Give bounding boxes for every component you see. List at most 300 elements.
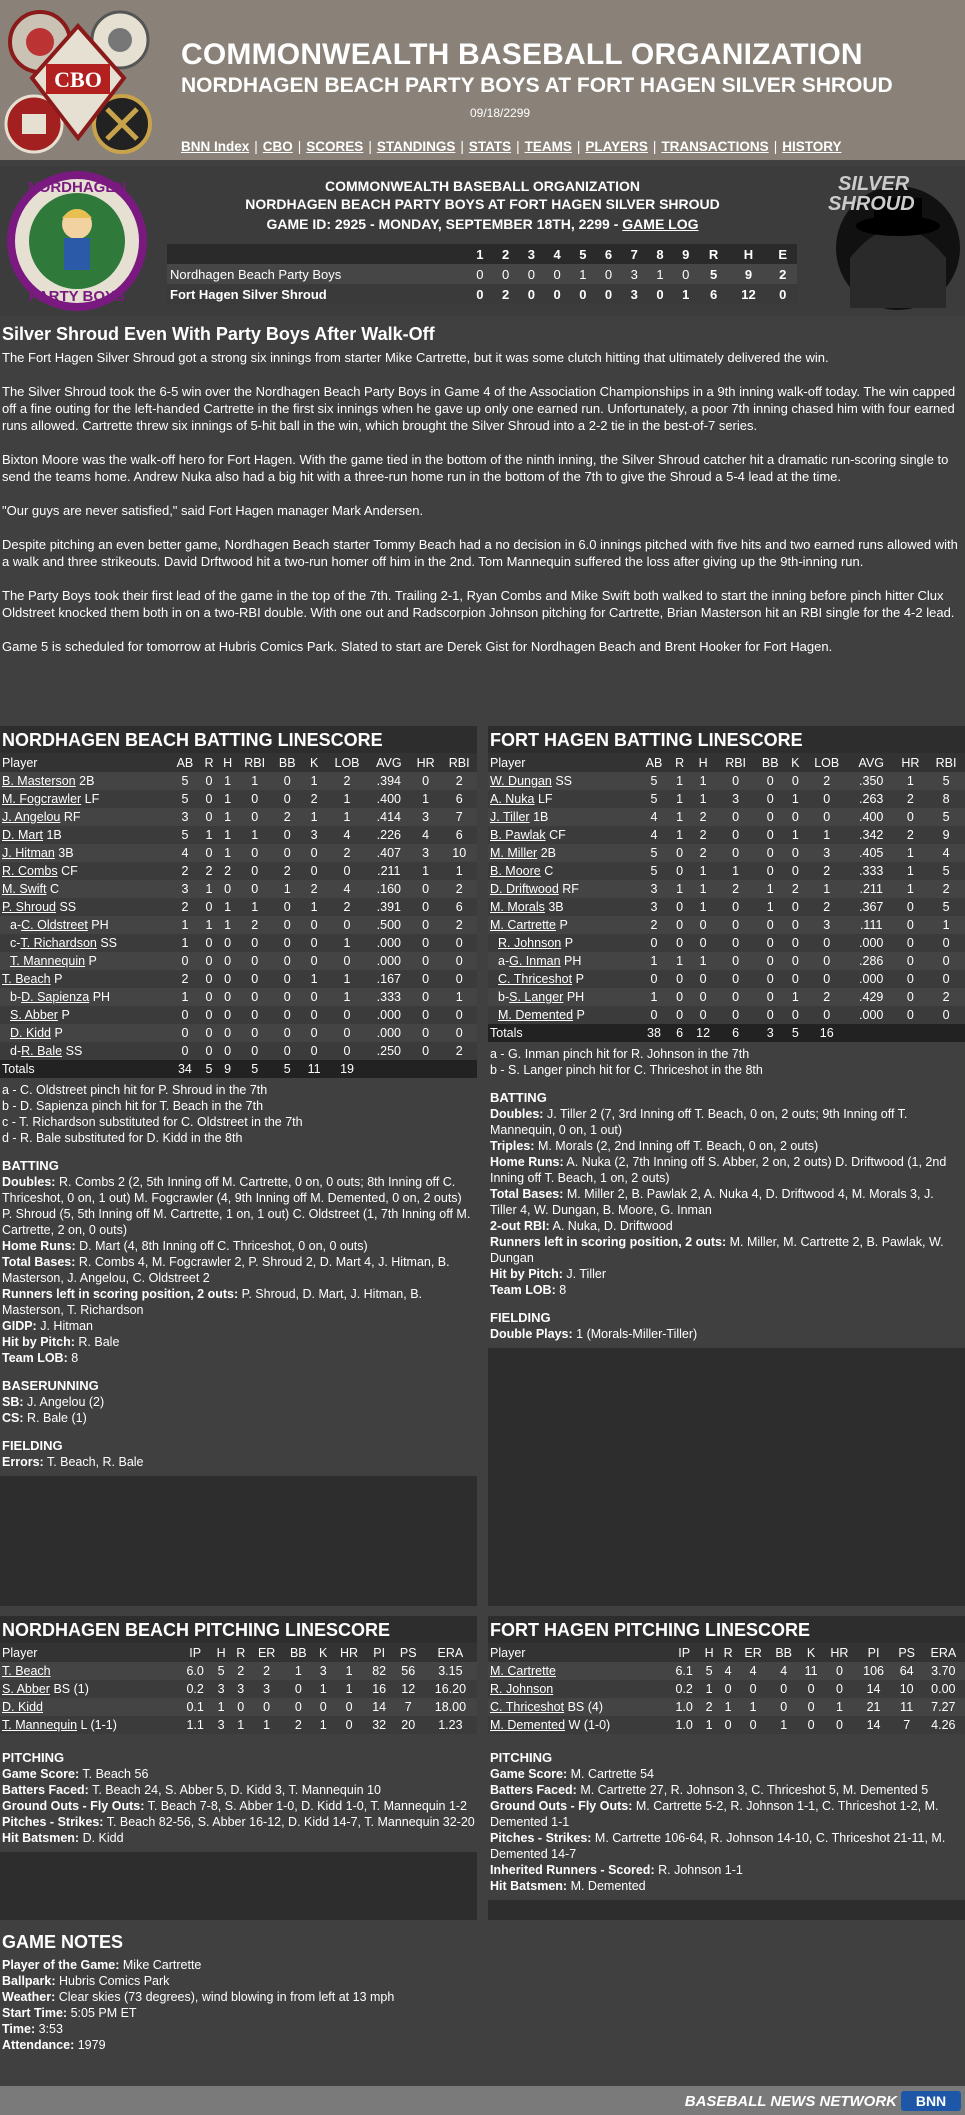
stat-cell: 2 xyxy=(170,898,200,916)
stat-cell: 1 xyxy=(332,1662,365,1680)
column-header: R xyxy=(670,753,690,772)
totals-empty xyxy=(368,1060,410,1078)
player-link[interactable]: M. Morals xyxy=(490,900,545,914)
stat-cell: 0 xyxy=(755,772,786,790)
fh-batting-title: FORT HAGEN BATTING LINESCORE xyxy=(488,726,965,753)
stat-cell: 4 xyxy=(638,808,669,826)
stat-cell: 0 xyxy=(717,952,755,970)
player-link[interactable]: R. Bale xyxy=(21,1044,63,1058)
column-header: HR xyxy=(332,1643,365,1662)
pitcher-link[interactable]: M. Cartrette xyxy=(490,1664,556,1678)
recap-headline: Silver Shroud Even With Party Boys After Walk-Off xyxy=(2,324,435,344)
game-id-text: GAME ID: 2925 - MONDAY, SEPTEMBER 18TH, 2299 - xyxy=(266,216,623,232)
batting-stat-line xyxy=(2,1318,475,1334)
nav-separator: | xyxy=(652,139,657,154)
stat-cell: 0 xyxy=(170,1006,200,1024)
stat-cell: 0 xyxy=(272,916,302,934)
scoreboard xyxy=(0,166,965,316)
stat-cell: 3 xyxy=(251,1680,283,1698)
player-link[interactable]: T. Mannequin xyxy=(10,954,86,968)
stat-cell: .160 xyxy=(368,880,410,898)
player-link[interactable]: R. Johnson xyxy=(498,936,562,950)
stat-cell: 1 xyxy=(237,826,273,844)
substitution-note: c - T. Richardson substituted for C. Oldstreet in the 7th xyxy=(2,1115,303,1129)
stat-cell: 1.23 xyxy=(424,1716,477,1734)
stat-cell: 1 xyxy=(717,862,755,880)
stat-cell: 3.15 xyxy=(424,1662,477,1680)
stat-cell: 0 xyxy=(717,772,755,790)
player-link[interactable]: M. Fogcrawler xyxy=(2,792,82,806)
player-link[interactable]: T. Beach xyxy=(2,972,51,986)
stat-cell: 0 xyxy=(251,1698,283,1716)
nav-link[interactable]: HISTORY xyxy=(782,139,842,154)
recap-paragraph: Game 5 is scheduled for tomorrow at Hubris Comics Park. Slated to start are Derek Gist for Nordhagen Beach and Brent Hooker for Fort Hagen. xyxy=(2,639,833,654)
player-link[interactable]: D. Mart xyxy=(2,828,43,842)
linescore-inning: 0 xyxy=(467,284,493,304)
player-link[interactable]: M. Demented xyxy=(498,1008,574,1022)
stat-cell: 14 xyxy=(855,1716,891,1734)
nav-link[interactable]: TEAMS xyxy=(524,139,572,154)
pitching-stat-line xyxy=(490,1798,963,1830)
column-header: RBI xyxy=(237,753,273,772)
site-header xyxy=(0,0,965,160)
stat-cell: 0 xyxy=(237,1042,273,1060)
player-cell xyxy=(488,790,638,808)
stat-cell: 5 xyxy=(638,772,669,790)
column-header: K xyxy=(786,753,805,772)
baserunning-stat-value: J. Angelou (2) xyxy=(27,1395,105,1409)
player-position: CF xyxy=(549,828,566,842)
column-header: ER xyxy=(738,1643,769,1662)
player-cell xyxy=(488,808,638,826)
linescore-inning: 0 xyxy=(570,284,596,304)
pitching-stat-line xyxy=(2,1766,475,1782)
svg-text:SHROUD: SHROUD xyxy=(828,193,915,215)
linescore-inning: 0 xyxy=(544,284,570,304)
column-header: BB xyxy=(272,753,302,772)
pitching-heading: PITCHING xyxy=(490,1750,553,1765)
linescore-inning: 0 xyxy=(673,264,699,284)
stat-cell: 0 xyxy=(326,1006,367,1024)
stat-cell: 5 xyxy=(638,844,669,862)
stat-cell: 0 xyxy=(799,1716,824,1734)
table-row xyxy=(0,1698,477,1716)
batting-stat-line xyxy=(490,1218,963,1234)
stat-cell: 0 xyxy=(769,1698,799,1716)
stat-cell: 4 xyxy=(719,1662,738,1680)
column-header: AB xyxy=(638,753,669,772)
pitcher-link[interactable]: S. Abber xyxy=(2,1682,50,1696)
pitcher-link[interactable]: R. Johnson xyxy=(490,1682,554,1696)
batting-stat-value: R. Combs 2 (2, 5th Inning off M. Cartrette, 0 on, 0 outs; 8th Inning off C. Thriceshot, 0 on, 1 out) M. Fogcrawler (4, 9th Inning off M. Demented, 0 on, 2 outs) P. Shroud (5, 5th Inning off M. Cartrette, 1 on, 1 out) C. Oldstreet (1, 7th Inning off M. Cartrette, 2 on, 0 outs) xyxy=(2,1175,471,1237)
stat-cell: 0 xyxy=(200,970,219,988)
linescore-col-header: H xyxy=(729,244,769,264)
stat-cell: 0 xyxy=(326,1042,367,1060)
sub-indicator: b- xyxy=(498,990,510,1004)
pitching-stat-line xyxy=(2,1798,475,1814)
stat-cell: 0 xyxy=(200,790,219,808)
stat-cell: 1 xyxy=(218,844,237,862)
stat-cell: 5 xyxy=(170,790,200,808)
nb-batting-title: NORDHAGEN BEACH BATTING LINESCORE xyxy=(0,726,477,753)
stat-cell: 1 xyxy=(170,916,200,934)
player-link[interactable]: C. Oldstreet xyxy=(21,918,88,932)
game-note-label: Weather: xyxy=(2,1990,56,2004)
totals-cell: 12 xyxy=(690,1024,717,1042)
pitcher-decision: BS (1) xyxy=(53,1682,89,1696)
batting-stat-label: Home Runs: xyxy=(2,1239,76,1253)
column-header: HR xyxy=(823,1643,855,1662)
svg-text:PARTY BOYS: PARTY BOYS xyxy=(28,288,126,305)
table-row xyxy=(488,826,965,844)
stat-cell: 0 xyxy=(237,934,273,952)
stat-cell: 0 xyxy=(786,862,805,880)
column-header: H xyxy=(690,753,717,772)
stat-cell: .286 xyxy=(849,952,894,970)
stat-cell: 0 xyxy=(717,844,755,862)
table-header-row xyxy=(0,1643,477,1662)
linescore-inning: 0 xyxy=(647,284,673,304)
nav-separator: | xyxy=(773,139,778,154)
game-note-label: Time: xyxy=(2,2022,36,2036)
player-position: SS xyxy=(100,936,118,950)
linescore-col-header: 3 xyxy=(518,244,544,264)
pitching-stat-line xyxy=(2,1814,475,1830)
player-cell xyxy=(0,934,170,952)
stat-cell: 0 xyxy=(670,862,690,880)
stat-cell: 1.0 xyxy=(669,1698,700,1716)
bnn-logo-icon[interactable]: BNN xyxy=(901,2091,961,2111)
stat-cell: 1 xyxy=(823,1698,855,1716)
player-cell xyxy=(0,790,170,808)
player-link[interactable]: J. Tiller xyxy=(490,810,530,824)
stat-cell: 0 xyxy=(786,916,805,934)
stat-cell: 0 xyxy=(717,916,755,934)
table-row xyxy=(0,880,477,898)
stat-cell: 2 xyxy=(894,790,928,808)
stat-cell: 1 xyxy=(326,808,367,826)
stat-cell: 0 xyxy=(670,1006,690,1024)
stat-cell: 0 xyxy=(410,1042,442,1060)
sub-indicator xyxy=(2,1026,10,1040)
linescore-team[interactable]: Nordhagen Beach Party Boys xyxy=(167,264,467,284)
pitching-stat-label: Pitches - Strikes: xyxy=(490,1831,592,1845)
stat-cell: 2 xyxy=(805,862,849,880)
nav-link[interactable]: STATS xyxy=(468,139,512,154)
stat-cell: 2 xyxy=(805,898,849,916)
column-header: PI xyxy=(855,1643,891,1662)
column-header: PS xyxy=(892,1643,922,1662)
stat-cell: 1 xyxy=(283,1662,314,1680)
stat-cell: 1 xyxy=(211,1698,231,1716)
stat-cell: 0 xyxy=(719,1716,738,1734)
fh-pitching-table xyxy=(488,1643,965,1734)
player-position: P xyxy=(576,1008,585,1022)
nb-pitching-details xyxy=(0,1734,477,1852)
nav-link[interactable]: SCORES xyxy=(306,139,364,154)
nb-batting-section xyxy=(0,726,477,1606)
stat-cell: 0 xyxy=(302,1042,326,1060)
game-note-line xyxy=(2,1957,963,1973)
stat-cell: 0 xyxy=(894,970,928,988)
stat-cell: .405 xyxy=(849,844,894,862)
stat-cell: 0 xyxy=(805,790,849,808)
player-position: PH xyxy=(566,990,585,1004)
player-link[interactable]: D. Sapienza xyxy=(21,990,90,1004)
stat-cell: 0 xyxy=(717,1006,755,1024)
stat-cell: 64 xyxy=(892,1662,922,1680)
batting-stat-line xyxy=(490,1282,963,1298)
column-header: AVG xyxy=(368,753,410,772)
player-cell xyxy=(0,952,170,970)
stat-cell: .400 xyxy=(368,790,410,808)
column-header: K xyxy=(799,1643,824,1662)
player-link[interactable]: D. Kidd xyxy=(10,1026,51,1040)
linescore-row xyxy=(167,264,797,284)
game-note-label: Attendance: xyxy=(2,2038,75,2052)
player-link[interactable]: A. Nuka xyxy=(490,792,535,806)
totals-cell: 9 xyxy=(218,1060,237,1078)
pitching-stat-value: M. Cartrette 106-64, R. Johnson 14-10, C. Thriceshot 21-11, M. Demented 14-7 xyxy=(490,1831,946,1861)
pitcher-decision: W (1-0) xyxy=(568,1718,611,1732)
stat-cell: 1 xyxy=(218,790,237,808)
pitching-stat-label: Hit Batsmen: xyxy=(490,1879,568,1893)
player-link[interactable]: G. Inman xyxy=(509,954,561,968)
stat-cell: 0 xyxy=(894,808,928,826)
stat-cell: 1 xyxy=(927,916,965,934)
pitching-stat-line xyxy=(490,1878,963,1894)
stat-cell: 1 xyxy=(690,898,717,916)
stat-cell: .500 xyxy=(368,916,410,934)
player-position: P xyxy=(61,1008,70,1022)
nav-link[interactable]: PLAYERS xyxy=(585,139,648,154)
batting-stat-line xyxy=(2,1286,475,1318)
stat-cell: 1 xyxy=(894,880,928,898)
player-link[interactable]: R. Combs xyxy=(2,864,58,878)
player-position: C xyxy=(544,864,554,878)
nav-separator: | xyxy=(368,139,372,154)
player-link[interactable]: J. Angelou xyxy=(2,810,61,824)
table-header-row xyxy=(488,1643,965,1662)
stat-cell: 2 xyxy=(927,880,965,898)
stat-cell: 0 xyxy=(805,934,849,952)
stat-cell: 1 xyxy=(894,772,928,790)
player-link[interactable]: M. Cartrette xyxy=(490,918,556,932)
column-header: BB xyxy=(283,1643,314,1662)
batting-stat-value: A. Nuka (2, 7th Inning off S. Abber, 2 on, 2 outs) D. Driftwood (1, 2nd Inning off T. Beach, 1 on, 2 outs) xyxy=(490,1155,947,1185)
stat-cell: 1 xyxy=(302,808,326,826)
cbo-logo-icon[interactable] xyxy=(2,8,154,154)
pitcher-link[interactable]: M. Demented xyxy=(490,1718,566,1732)
player-link[interactable]: W. Dungan xyxy=(490,774,552,788)
pitching-stat-line xyxy=(490,1862,963,1878)
stat-cell: 1 xyxy=(302,772,326,790)
stat-cell: 0 xyxy=(927,952,965,970)
table-row xyxy=(488,898,965,916)
game-note-value: Hubris Comics Park xyxy=(58,1974,170,1988)
stat-cell: 0 xyxy=(170,1042,200,1060)
stat-cell: 0 xyxy=(441,952,477,970)
player-cell xyxy=(0,988,170,1006)
player-link[interactable]: B. Moore xyxy=(490,864,541,878)
stat-cell: 1 xyxy=(410,862,442,880)
player-position: 3B xyxy=(548,900,564,914)
column-header: Player xyxy=(0,753,170,772)
stat-cell: 0 xyxy=(717,898,755,916)
silver-shroud-logo-icon[interactable] xyxy=(810,168,960,314)
player-link[interactable]: M. Swift xyxy=(2,882,47,896)
player-position: PH xyxy=(91,918,109,932)
baserunning-stat-line xyxy=(2,1410,475,1426)
stat-cell: 0 xyxy=(805,808,849,826)
player-link[interactable]: J. Hitman xyxy=(2,846,55,860)
stat-cell: 3 xyxy=(805,916,849,934)
column-header: LOB xyxy=(326,753,367,772)
stat-cell: 0 xyxy=(237,808,273,826)
stat-cell: 0 xyxy=(272,790,302,808)
player-position: 2B xyxy=(540,846,556,860)
stat-cell: 0 xyxy=(218,1006,237,1024)
pitching-stat-value: T. Beach 56 xyxy=(82,1767,149,1781)
stat-cell: 6.0 xyxy=(179,1662,211,1680)
table-row xyxy=(488,1006,965,1024)
sub-indicator: a- xyxy=(498,954,510,968)
totals-row xyxy=(488,1024,965,1042)
stat-cell: 1 xyxy=(638,988,669,1006)
player-link[interactable]: C. Thriceshot xyxy=(498,972,573,986)
linescore-inning: 1 xyxy=(673,284,699,304)
stat-cell: 0 xyxy=(719,1680,738,1698)
substitution-note: b - D. Sapienza pinch hit for T. Beach in the 7th xyxy=(2,1099,264,1113)
stat-cell: .211 xyxy=(368,862,410,880)
totals-cell: 11 xyxy=(302,1060,326,1078)
stat-cell: 0 xyxy=(690,934,717,952)
stat-cell: 0 xyxy=(755,970,786,988)
player-link[interactable]: M. Miller xyxy=(490,846,538,860)
stat-cell: 5 xyxy=(170,826,200,844)
table-row xyxy=(0,862,477,880)
linescore-col-header: R xyxy=(699,244,729,264)
linescore-inning: 0 xyxy=(596,284,622,304)
batting-stat-label: Hit by Pitch: xyxy=(490,1267,563,1281)
baserunning-stat-value: R. Bale (1) xyxy=(27,1411,87,1425)
player-position: 1B xyxy=(533,810,549,824)
player-link[interactable]: T. Richardson xyxy=(20,936,97,950)
batting-stat-value: J. Tiller 2 (7, 3rd Inning off T. Beach, 0 on, 2 outs; 9th Inning off T. Mannequin, 0 on, 1 out) xyxy=(490,1107,908,1137)
column-header: RBI xyxy=(717,753,755,772)
pitcher-link[interactable]: C. Thriceshot xyxy=(490,1700,565,1714)
player-position: RF xyxy=(562,882,579,896)
stat-cell: 2 xyxy=(302,790,326,808)
player-link[interactable]: S. Abber xyxy=(10,1008,58,1022)
nav-link[interactable]: CBO xyxy=(262,139,293,154)
player-cell xyxy=(488,970,638,988)
stat-cell: 0 xyxy=(717,808,755,826)
stat-cell: 3 xyxy=(638,898,669,916)
stat-cell: 1 xyxy=(314,1716,333,1734)
stat-cell: 1 xyxy=(170,934,200,952)
pitching-heading: PITCHING xyxy=(2,1750,65,1765)
stat-cell: 1 xyxy=(218,916,237,934)
table-row xyxy=(488,862,965,880)
nav-link[interactable]: BNN Index xyxy=(181,139,250,154)
pitching-stat-value: R. Johnson 1-1 xyxy=(658,1863,743,1877)
svg-text:NORDHAGEN: NORDHAGEN xyxy=(27,179,127,196)
linescore-team[interactable]: Fort Hagen Silver Shroud xyxy=(167,284,467,304)
game-note-line xyxy=(2,1973,963,1989)
batting-stat-label: Total Bases: xyxy=(490,1187,564,1201)
game-note-line xyxy=(2,2005,963,2021)
stat-cell: 0 xyxy=(670,988,690,1006)
stat-cell: 0 xyxy=(218,988,237,1006)
stat-cell: 0 xyxy=(805,1006,849,1024)
batting-stat-value: J. Hitman xyxy=(40,1319,94,1333)
stat-cell: 2 xyxy=(170,970,200,988)
totals-cell: 38 xyxy=(638,1024,669,1042)
nav-link[interactable]: TRANSACTIONS xyxy=(661,139,769,154)
pitcher-link[interactable]: T. Beach xyxy=(2,1664,51,1678)
batting-stat-line xyxy=(2,1254,475,1286)
game-log-link[interactable]: GAME LOG xyxy=(622,216,699,232)
pitcher-link[interactable]: T. Mannequin xyxy=(2,1718,78,1732)
stat-cell: 0 xyxy=(786,808,805,826)
batting-stat-line xyxy=(490,1266,963,1282)
stat-cell: 20 xyxy=(393,1716,424,1734)
table-row xyxy=(0,1042,477,1060)
linescore-col-header: 8 xyxy=(647,244,673,264)
sub-indicator: b- xyxy=(10,990,22,1004)
table-row xyxy=(488,952,965,970)
nav-link[interactable]: STANDINGS xyxy=(376,139,456,154)
stat-cell: 1 xyxy=(786,790,805,808)
stat-cell: .391 xyxy=(368,898,410,916)
pitcher-link[interactable]: D. Kidd xyxy=(2,1700,43,1714)
linescore-row xyxy=(167,284,797,304)
stat-cell: 5 xyxy=(638,862,669,880)
player-link[interactable]: P. Shroud xyxy=(2,900,56,914)
stat-cell: 5 xyxy=(927,898,965,916)
stat-cell: 1 xyxy=(670,880,690,898)
stat-cell: 0 xyxy=(786,970,805,988)
game-note-line xyxy=(2,1989,963,2005)
linescore-total-e: 0 xyxy=(768,284,797,304)
table-row xyxy=(0,772,477,790)
pitcher-cell xyxy=(0,1698,179,1716)
stat-cell: 1 xyxy=(700,1680,719,1698)
player-link[interactable]: D. Driftwood xyxy=(490,882,559,896)
stat-cell: 1.0 xyxy=(669,1716,700,1734)
player-link[interactable]: B. Masterson xyxy=(2,774,76,788)
stat-cell: 1 xyxy=(805,880,849,898)
stat-cell: 0 xyxy=(441,934,477,952)
stat-cell: 0 xyxy=(755,808,786,826)
stat-cell: 10 xyxy=(892,1680,922,1698)
stat-cell: 1 xyxy=(218,808,237,826)
stat-cell: 4 xyxy=(738,1662,769,1680)
player-link[interactable]: B. Pawlak xyxy=(490,828,546,842)
totals-empty xyxy=(410,1060,442,1078)
stat-cell: 1 xyxy=(200,880,219,898)
batting-stat-value: D. Mart (4, 8th Inning off C. Thriceshot, 0 on, 0 outs) xyxy=(79,1239,368,1253)
stat-cell: 0 xyxy=(302,988,326,1006)
table-row xyxy=(0,988,477,1006)
stat-cell: 0 xyxy=(786,934,805,952)
linescore-col-header: 6 xyxy=(596,244,622,264)
player-link[interactable]: S. Langer xyxy=(509,990,564,1004)
stat-cell: 1 xyxy=(251,1716,283,1734)
table-row xyxy=(0,844,477,862)
player-cell xyxy=(0,862,170,880)
